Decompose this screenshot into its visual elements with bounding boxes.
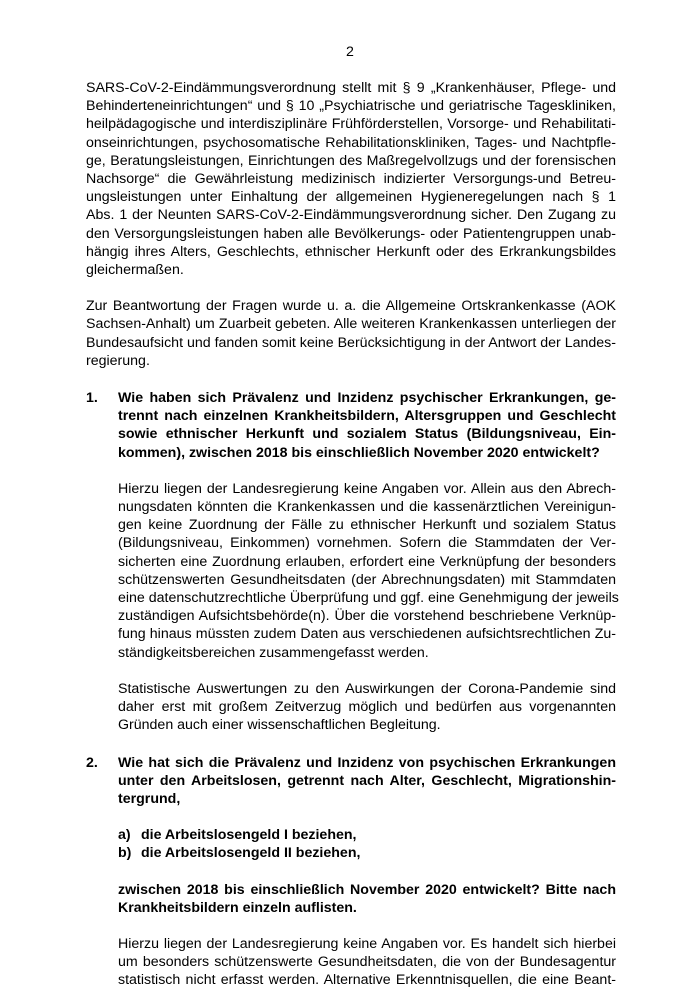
- document-body: [86, 79, 619, 990]
- text-line: ungsleistungen unter Einhaltung der allgemeinen Hygieneregelungen nach § 1: [86, 189, 616, 206]
- text-line: Hierzu liegen der Landesregierung keine Angaben vor. Allein aus den Abrech-: [118, 480, 616, 497]
- text-line: kommen), zwischen 2018 bis einschließlich November 2020 entwickelt?: [118, 444, 600, 461]
- text-line: Behinderteneinrichtungen“ und § 10 „Psychiatrische und geriatrische Tageskliniken,: [86, 98, 616, 115]
- text-line: fung hinaus müssten zudem Daten aus verschiedenen aufsichtsrechtlichen Zu-: [118, 626, 616, 643]
- text-line: Gründen auch einer wissenschaftlichen Begleitung.: [118, 717, 441, 734]
- question-2-sublist: [118, 826, 616, 862]
- text-line: Bundesaufsicht und fanden somit keine Berücksichtigung in der Antwort der Landes-: [86, 334, 616, 351]
- text-line: statistisch nicht erfasst werden. Alternative Erkenntnisquellen, die eine Beant-: [118, 972, 616, 989]
- text-line: SARS-CoV-2-Eindämmungsverordnung stellt mit § 9 „Krankenhäuser, Pflege- und: [86, 80, 616, 96]
- text-line: den Versorgungsleistungen haben alle Bevölkerungs- oder Patientengruppen unab-: [86, 225, 616, 242]
- question-text: [118, 754, 616, 809]
- page-number: 2: [346, 44, 354, 60]
- answer-1-paragraph-2: [118, 680, 616, 735]
- sublist-item: [118, 844, 616, 862]
- text-line: daher erst mit großem Zeitverzug möglich und bedürfen aus vorgenannten: [118, 699, 616, 716]
- text-line: regierung.: [86, 352, 150, 369]
- text-line: Abs. 1 der Neunten SARS-CoV-2-Eindämmungsverordnung sicher. Den Zugang zu: [86, 207, 616, 224]
- text-line: Nachsorge“ die Gewährleistung medizinisch indizierter Versorgungs-und Betreu-: [86, 171, 616, 188]
- text-line: gleichermaßen.: [86, 262, 184, 279]
- text-line: Wie haben sich Prävalenz und Inzidenz psychischer Erkrankungen, ge-: [118, 390, 616, 407]
- question-text: [118, 389, 616, 462]
- text-line: tergrund,: [118, 790, 181, 807]
- aok-paragraph: [86, 297, 616, 370]
- text-line: gen keine Zuordnung der Fälle zu ethnischer Herkunft und sozialem Status: [118, 517, 616, 534]
- answer-2-paragraph: [118, 935, 616, 990]
- sublist-text: die Arbeitslosengeld II beziehen,: [141, 845, 361, 862]
- text-line: Statistische Auswertungen zu den Auswirkungen der Corona-Pandemie sind: [118, 680, 616, 697]
- text-line: ständigkeitsbereichen zusammengefasst werden.: [118, 644, 429, 661]
- text-line: Sachsen-Anhalt) um Zuarbeit gebeten. Alle weiteren Krankenkassen unterliegen der: [86, 316, 616, 333]
- text-line: um besonders schützenswerte Gesundheitsdaten, die von der Bundesagentur: [118, 954, 616, 971]
- sublist-letter: a): [118, 827, 131, 844]
- text-line: ge, Beratungsleistungen, Einrichtungen des Maßregelvollzugs und der forensischen: [86, 152, 616, 169]
- answer-1-paragraph-1: [118, 480, 619, 662]
- text-line: zwischen 2018 bis einschließlich November 2020 entwickelt? Bitte nach: [118, 881, 616, 898]
- text-line: hängig ihres Alters, Geschlechts, ethnischer Herkunft oder des Erkrankungsbildes: [86, 243, 616, 260]
- question-number: 2.: [86, 754, 98, 771]
- sublist-text: die Arbeitslosengeld I beziehen,: [141, 827, 357, 844]
- sublist-letter: b): [118, 845, 132, 862]
- text-line: sicherten eine Zuordnung erlauben, erfordert eine Verknüpfung der besonders: [118, 553, 616, 570]
- text-line: Wie hat sich die Prävalenz und Inzidenz von psychischen Erkrankungen: [118, 754, 616, 771]
- text-line: Hierzu liegen der Landesregierung keine Angaben vor. Es handelt sich hierbei: [118, 935, 616, 952]
- text-line: trennt nach einzelnen Krankheitsbildern, Altersgruppen und Geschlecht: [118, 408, 616, 425]
- text-line: unter den Arbeitslosen, getrennt nach Alter, Geschlecht, Migrationshin-: [118, 772, 616, 789]
- question-1: [86, 389, 616, 462]
- text-line: onseinrichtungen, psychosomatische Rehabilitationskliniken, Tages- und Nachtpfle-: [86, 134, 616, 151]
- text-line: heilpädagogische und interdisziplinäre Frühförderstellen, Vorsorge- und Rehabilitati-: [86, 116, 616, 133]
- question-2: [86, 754, 616, 809]
- text-line: eine datenschutzrechtliche Überprüfung und ggf. eine Genehmigung der jeweils: [118, 590, 619, 607]
- text-line: (Bildungsniveau, Einkommen) vornehmen. Sofern die Stammdaten der Ver-: [118, 535, 616, 552]
- intro-paragraph: [86, 79, 616, 279]
- text-line: Zur Beantwortung der Fragen wurde u. a. die Allgemeine Ortskrankenkasse (AOK: [86, 298, 616, 315]
- sublist-item: [118, 826, 616, 844]
- text-line: zuständigen Aufsichtsbehörde(n). Über die vorstehend beschriebene Verknüp-: [118, 608, 616, 625]
- text-line: sowie ethnischer Herkunft und sozialem Status (Bildungsniveau, Ein-: [118, 426, 616, 443]
- question-2-continuation: [118, 881, 616, 917]
- question-number: 1.: [86, 390, 98, 407]
- text-line: schützenswerten Gesundheitsdaten (der Abrechnungsdaten) mit Stammdaten: [118, 571, 616, 588]
- text-line: Krankheitsbildern einzeln auflisten.: [118, 899, 357, 916]
- text-line: nungsdaten könnten die Krankenkassen und die kassenärztlichen Vereinigun-: [118, 499, 616, 516]
